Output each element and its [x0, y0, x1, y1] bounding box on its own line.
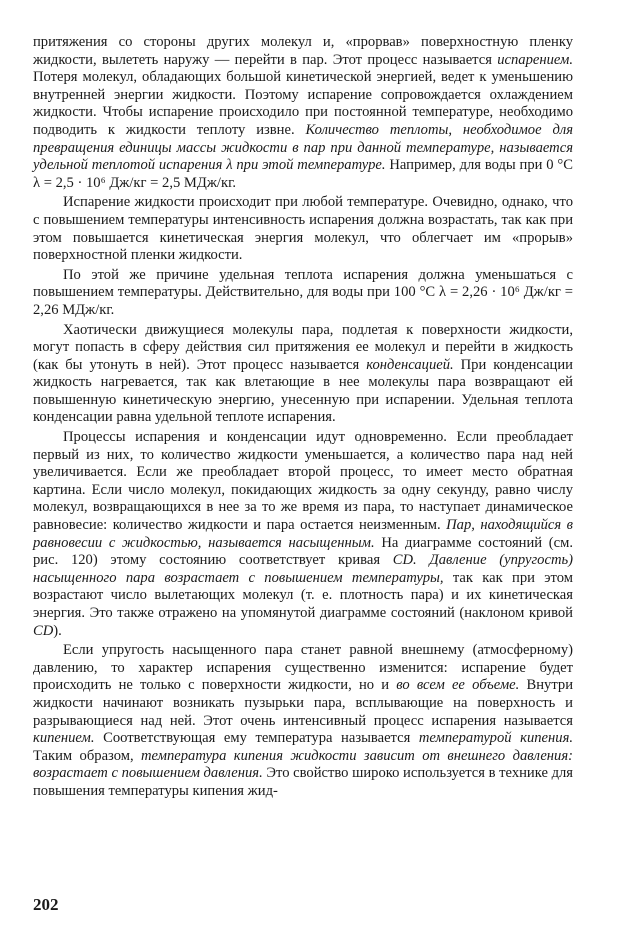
italic-text: конденсацией. — [366, 356, 454, 373]
paragraph-3 — [33, 267, 573, 320]
body-text: Процессы испарения и конденсации идут одновременно. Если преобладает первый из них, то количество жидкости уменьшается, а количество пара над ней увеличивается. Если же преобладает второй процесс, то имеет место обратная картина. Если число молекул, покидающих жидкость за одну секунду, равно числу молекул, возвращающихся в нее за то же время из пара, то наступает динамическое равновесие: количество жидкости и пара остается неизменным. — [33, 429, 573, 534]
italic-text: кипением. — [33, 730, 95, 747]
body-text: Например, для воды при 0 °C λ = 2,5 · 10⁶ Дж/кг = 2,5 МДж/кг. — [33, 157, 573, 191]
body-text: Таким образом, — [33, 747, 142, 764]
body-text: Если упругость насыщенного пара станет равной внешнему (атмосферному) давлению, то характер испарения существенно изменится: испарение будет происходить не только с поверхности жидкости, но и — [33, 642, 573, 694]
body-text: Это свойство широко используется в технике для повышения температуры кипения жид- — [33, 765, 574, 799]
paragraph-6 — [33, 642, 573, 800]
body-text: так как при этом возрастают число вылетающих молекул (т. е. плотность пара) и их кинетическая энергия. Это также отражено на упомянутой диаграмме состояний (наклоном кривой — [33, 569, 573, 621]
italic-text: CD. — [392, 552, 417, 569]
paragraph-1 — [33, 34, 573, 192]
page-body — [33, 34, 573, 803]
italic-text: испарением. — [497, 51, 573, 68]
body-text: При конденсации жидкость нагревается, так как влетающие в нее молекулы пара возвращают ей повышенную кинетическую энергию, унесенную при испарении. Удельная теплота конденсации равна удельной теплоте испарения. — [33, 356, 573, 426]
italic-text: Количество теплоты, необходимое для превращения единицы массы жидкости в пар при данной температуре, называется удельной теплотой испарения λ при этой температуре. — [33, 121, 574, 174]
body-text: Соответствующая ему температура называется — [94, 730, 419, 747]
paragraph-5 — [33, 429, 573, 640]
body-text: На диаграмме состояний (см. рис. 120) этому состоянию соответствует кривая — [33, 534, 573, 569]
paragraph-2 — [33, 194, 573, 264]
body-text: Внутри жидкости начинают возникать пузырьки пара, всплывающие на поверхность и разрывающиеся над ней. Этот очень интенсивный процесс испарения называется — [33, 677, 574, 729]
page-number: 202 — [33, 895, 59, 914]
body-text: ). — [53, 622, 62, 639]
body-text: По этой же причине удельная теплота испарения должна уменьшаться с повышением температуры. Действительно, для воды при 100 °C λ = 2,26 · 10⁶ Дж/кг = 2,26 МДж/кг. — [33, 266, 573, 318]
body-text: Потеря молекул, обладающих большой кинетической энергией, ведет к уменьшению внутренней энергии жидкости. Поэтому испарение сопровождается охлаждением жидкости. Чтобы испарение происходило при постоянной температуре, необходимо подводить к жидкости теплоту извне. — [33, 69, 573, 138]
body-text: притяжения со стороны других молекул и, «прорвав» поверхностную пленку жидкости, вылететь наружу — перейти в пар. Этот процесс называется — [33, 34, 573, 68]
body-text — [417, 552, 430, 568]
paragraph-4 — [33, 322, 573, 428]
italic-text: CD — [33, 622, 54, 639]
italic-text: температурой кипения. — [418, 730, 573, 747]
italic-text: Пар, находящийся в равновесии с жидкостью, называется насыщенным. — [33, 517, 573, 551]
body-text: Испарение жидкости происходит при любой температуре. Очевидно, однако, что с повышением температуры интенсивность испарения должна возрастать, так как при этом повышается кинетическая энергия молекул, что облегчает им «прорыв» поверхностной пленки жидкости. — [33, 194, 573, 264]
italic-text: Давление (упругость) насыщенного пара возрастает с повышением температуры, — [33, 552, 573, 586]
italic-text: во всем ее объеме. — [396, 677, 520, 694]
italic-text: температура кипения жидкости зависит от внешнего давления: возрастает с повышением давления. — [33, 747, 573, 782]
body-text: Хаотически движущиеся молекулы пара, подлетая к поверхности жидкости, могут попасть в сферу действия сил притяжения ее молекул и перейти в жидкость (как бы утонуть в ней). Этот процесс называется — [33, 321, 573, 373]
